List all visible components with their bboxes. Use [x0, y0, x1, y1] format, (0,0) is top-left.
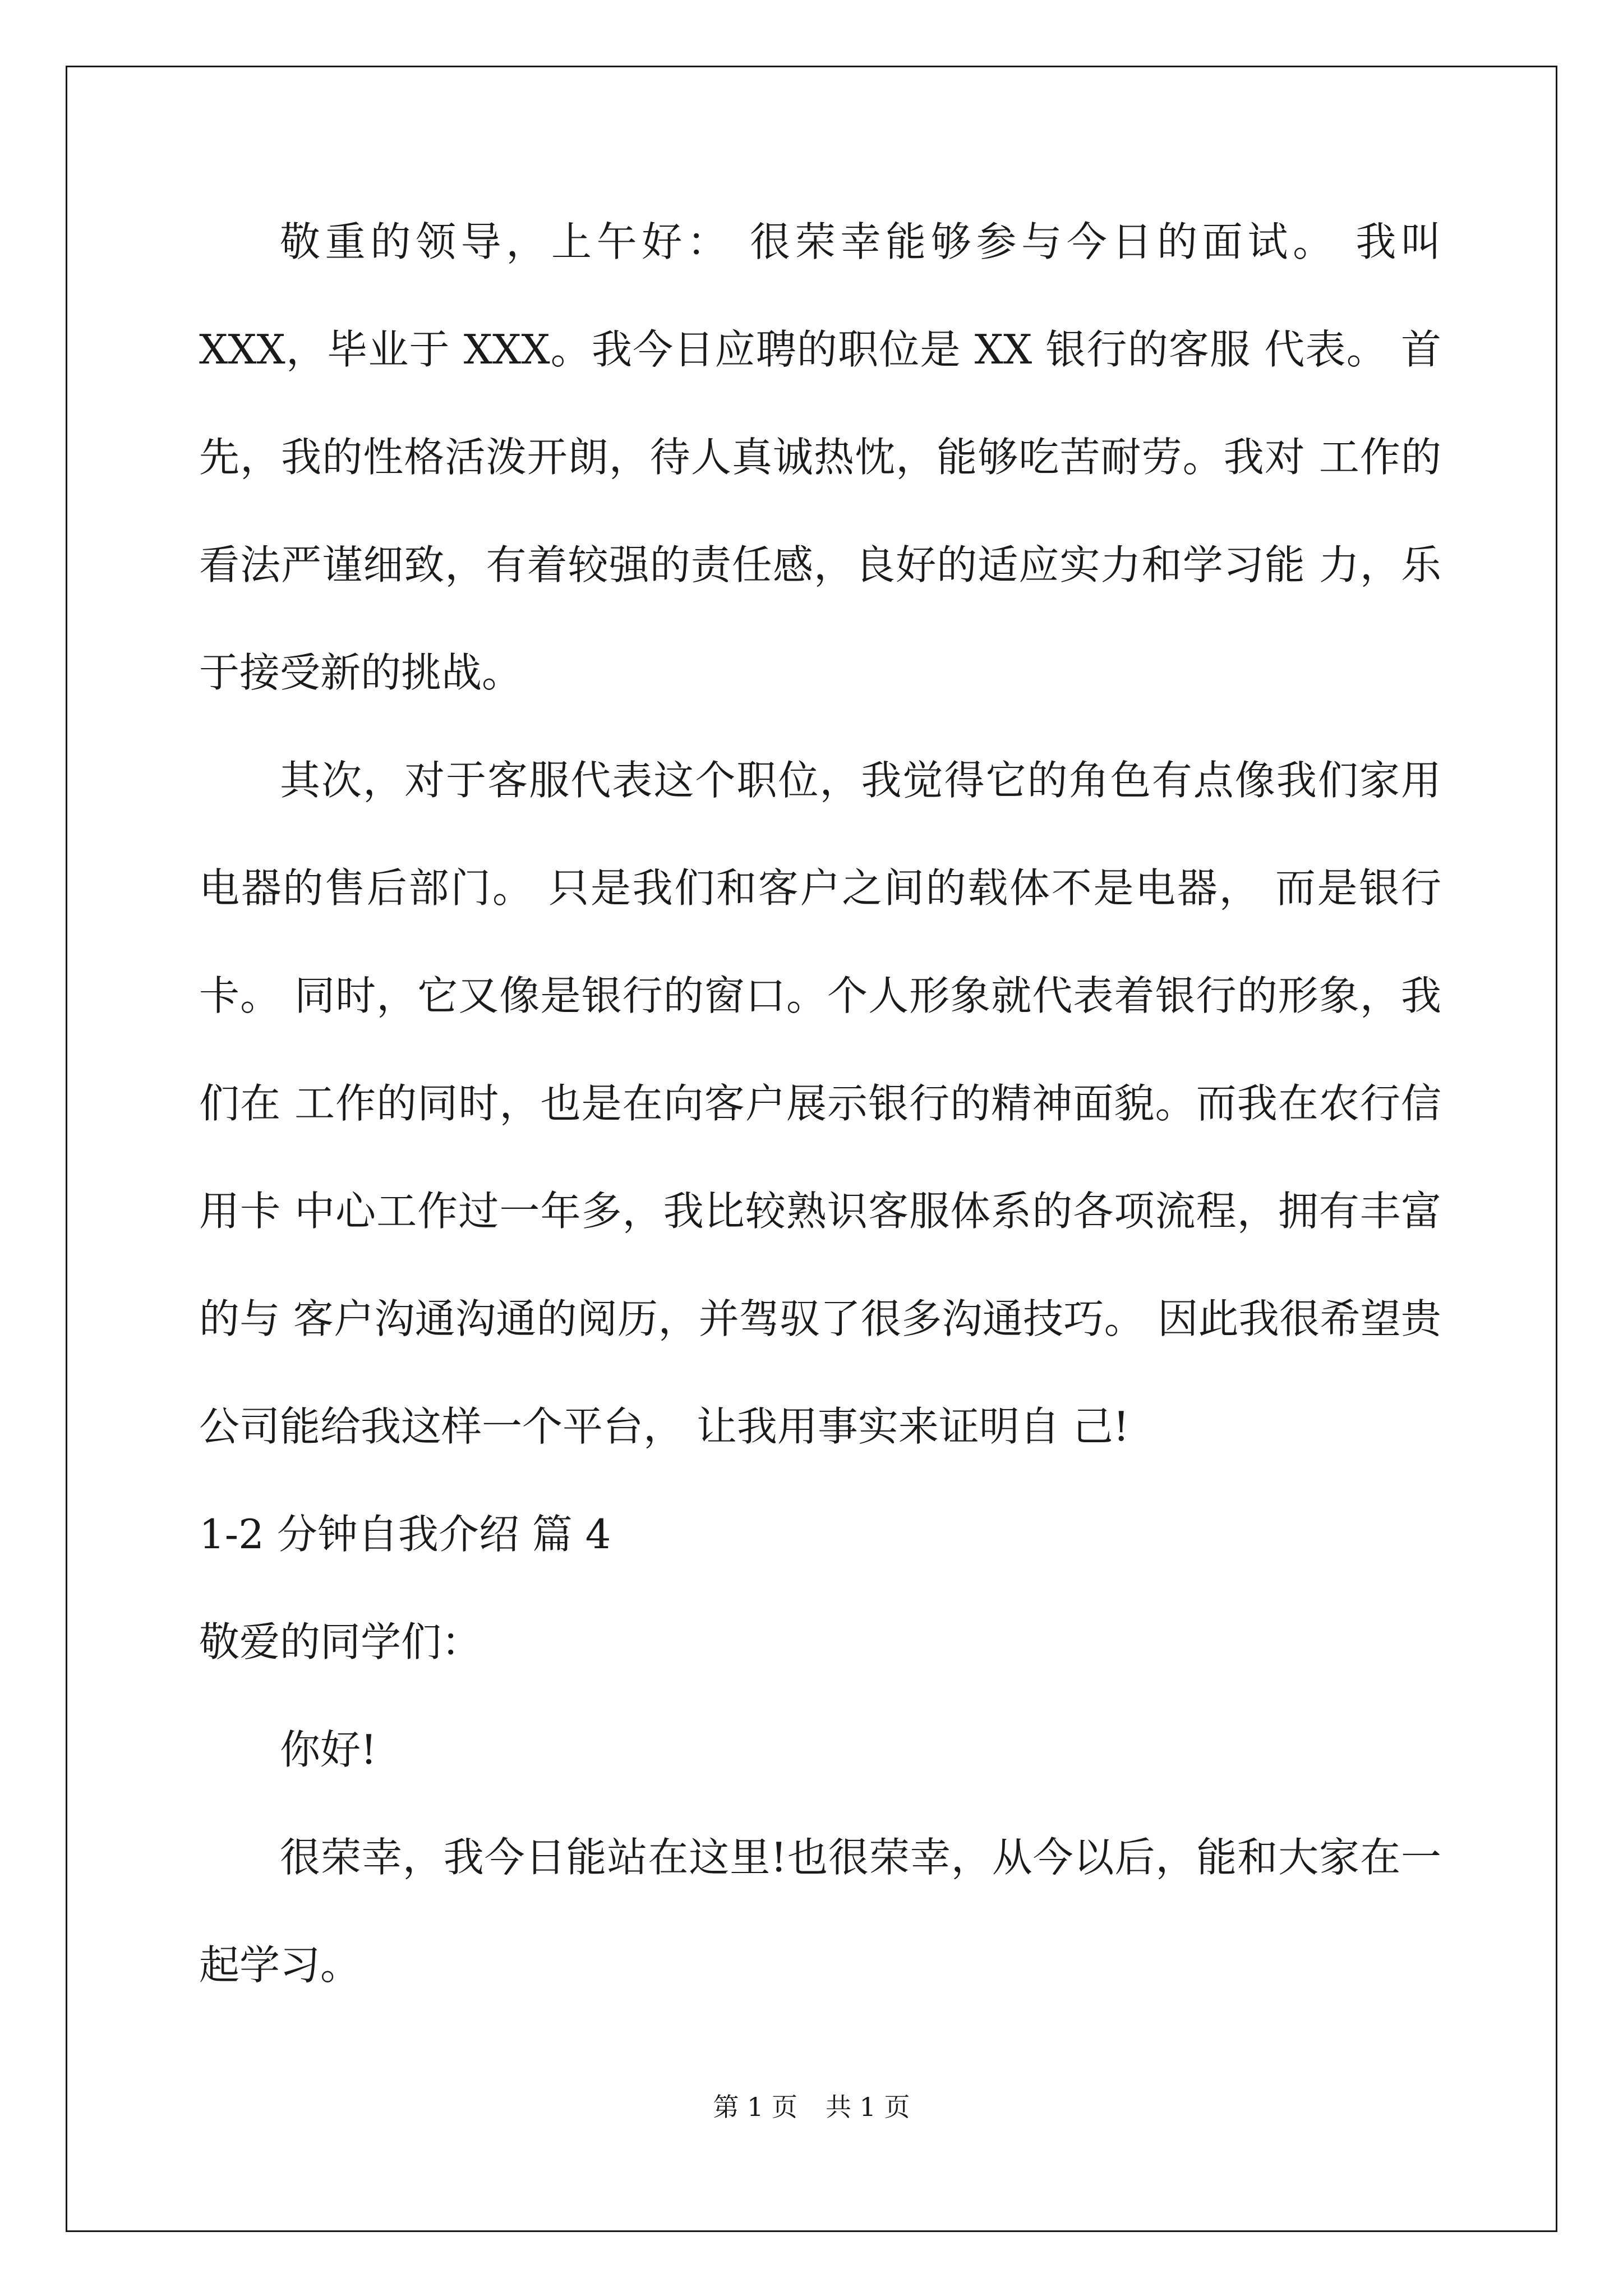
paragraph-intro: 敬重的领导，上午好： 很荣幸能够参与今日的面试。 我叫 XXX，毕业于 XXX。我今日应聘的职位是 XX 银行的客服 代表。 首先，我的性格活泼开朗，待人真诚热忱，能够吃苦耐劳。我对 工作的看法严谨细致，有着较强的责任感，良好的适应实力和学习能 力，乐于接受新的挑战。	[199, 218, 1441, 696]
document-body	[199, 188, 1441, 2019]
greeting: 你好!	[280, 1726, 377, 1773]
page-number: 第 1 页	[713, 2092, 797, 2122]
section-heading: 1-2 分钟自我介绍 篇 4	[199, 1511, 611, 1558]
paragraph-role: 其次，对于客服代表这个职位，我觉得它的角色有点像我们家用电器的售后部门。 只是我们和客户之间的载体不是电器， 而是银行卡。 同时，它又像是银行的窗口。个人形象就代表着银行的形象，我们在 工作的同时，也是在向客户展示银行的精神面貌。而我在农行信用卡 中心工作过一年多，我比较熟识客服体系的各项流程，拥有丰富的与 客户沟通沟通的阅历，并驾驭了很多沟通技巧。 因此我很希望贵公司能给我这样一个平台， 让我用事实来证明自 己!	[199, 757, 1441, 1450]
page-footer	[0, 2087, 1623, 2124]
page-total: 共 1 页	[826, 2092, 910, 2122]
salutation: 敬爱的同学们：	[199, 1618, 482, 1665]
paragraph-closing: 很荣幸，我今日能站在这里!也很荣幸，从今以后，能和大家在一起学习。	[199, 1834, 1441, 1989]
